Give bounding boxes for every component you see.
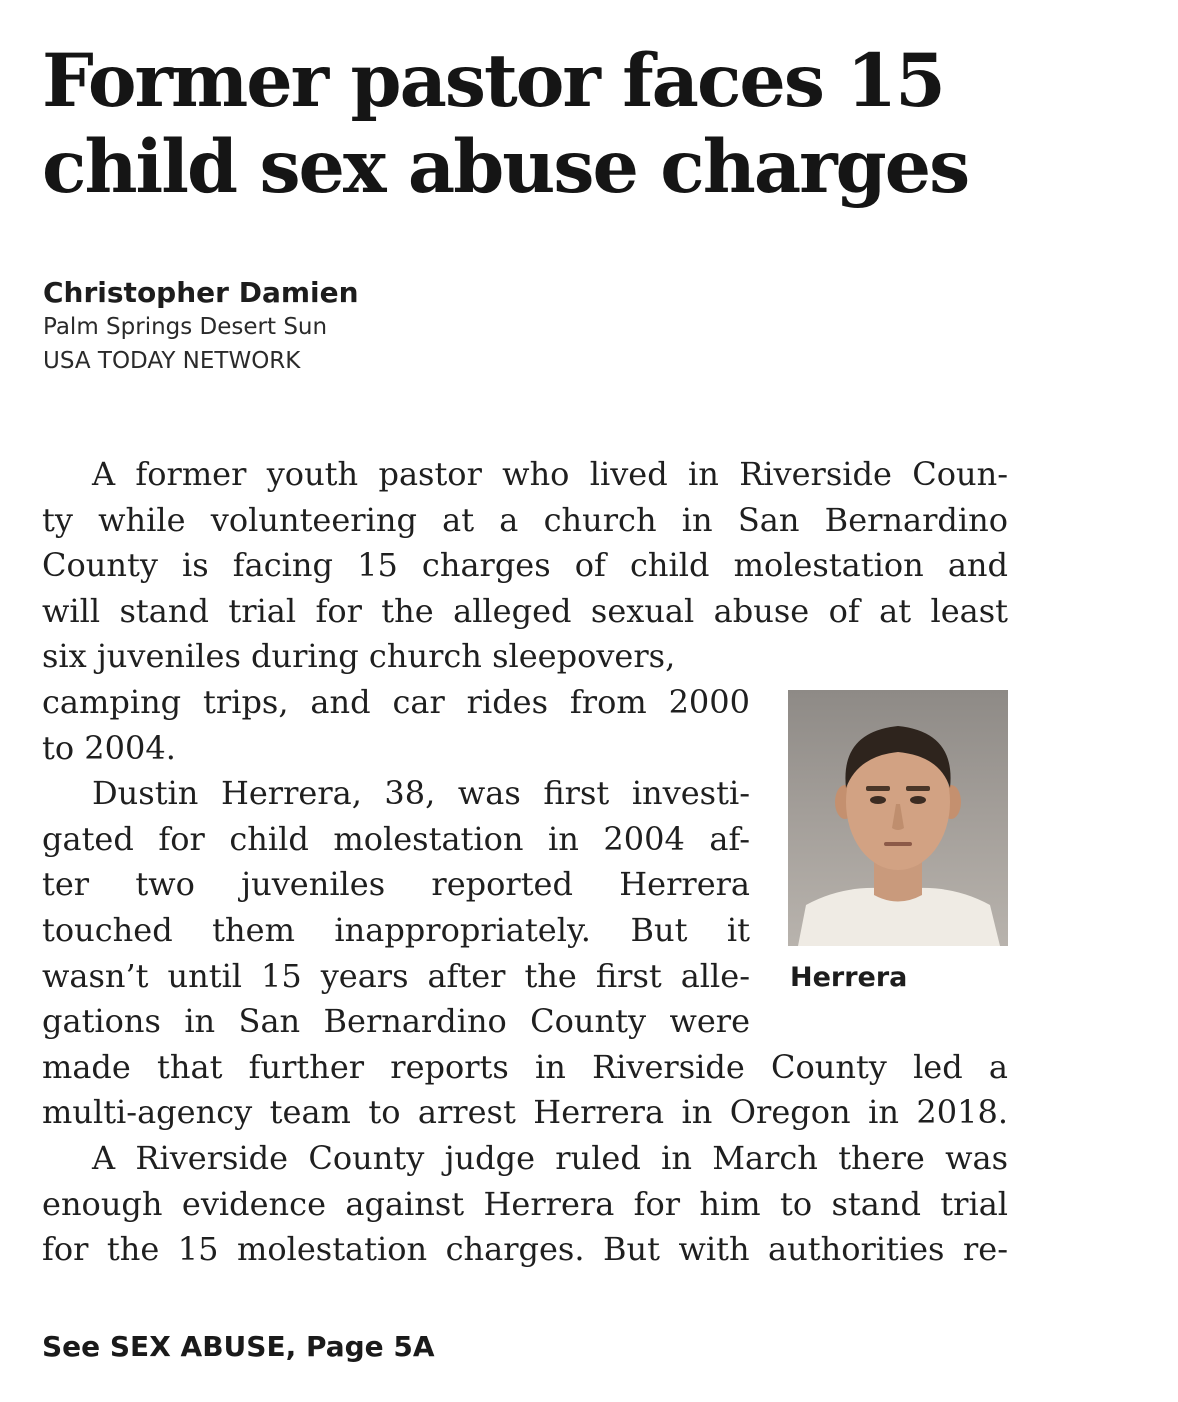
body-line: A Riverside County judge ruled in March there was bbox=[92, 1138, 1008, 1177]
body-line: touched them inappropriately. But it bbox=[42, 910, 750, 949]
mugshot-photo bbox=[788, 690, 1008, 946]
body-line: gated for child molestation in 2004 af- bbox=[42, 819, 750, 858]
body-line: ter two juveniles reported Herrera bbox=[42, 865, 750, 904]
body-line: A former youth pastor who lived in Riverside Coun- bbox=[92, 455, 1008, 493]
body-line: six juveniles during church sleepovers, bbox=[42, 637, 676, 676]
byline-author: Christopher Damien bbox=[43, 276, 359, 309]
byline bbox=[43, 276, 359, 378]
body-line: to 2004. bbox=[42, 728, 176, 767]
byline-network: USA TODAY NETWORK bbox=[43, 348, 301, 374]
body-line: Dustin Herrera, 38, was first investi- bbox=[92, 774, 750, 813]
jump-line[interactable]: See SEX ABUSE, Page 5A bbox=[42, 1330, 435, 1363]
body-line: ty while volunteering at a church in San Bernardino bbox=[42, 500, 1008, 539]
body-line: County is facing 15 charges of child molestation and bbox=[42, 546, 1008, 585]
body-line: camping trips, and car rides from 2000 bbox=[42, 682, 750, 721]
mugshot-illustration bbox=[788, 690, 1008, 946]
headline-line-1: Former pastor faces 15 bbox=[42, 38, 944, 124]
byline-publication: Palm Springs Desert Sun bbox=[43, 314, 328, 340]
photo-caption: Herrera bbox=[790, 962, 908, 993]
body-line: for the 15 molestation charges. But with authorities re- bbox=[42, 1230, 1008, 1269]
body-line: made that further reports in Riverside County led a bbox=[42, 1047, 1008, 1086]
body-line: enough evidence against Herrera for him to stand trial bbox=[42, 1184, 1008, 1223]
headline bbox=[42, 38, 1042, 210]
body-line: gations in San Bernardino County were bbox=[42, 1002, 750, 1041]
body-line: wasn’t until 15 years after the first alle- bbox=[42, 956, 750, 995]
headline-line-2: child sex abuse charges bbox=[42, 124, 969, 210]
body-line: will stand trial for the alleged sexual abuse of at least bbox=[42, 591, 1008, 630]
body-line: multi-agency team to arrest Herrera in Oregon in 2018. bbox=[42, 1093, 1008, 1132]
